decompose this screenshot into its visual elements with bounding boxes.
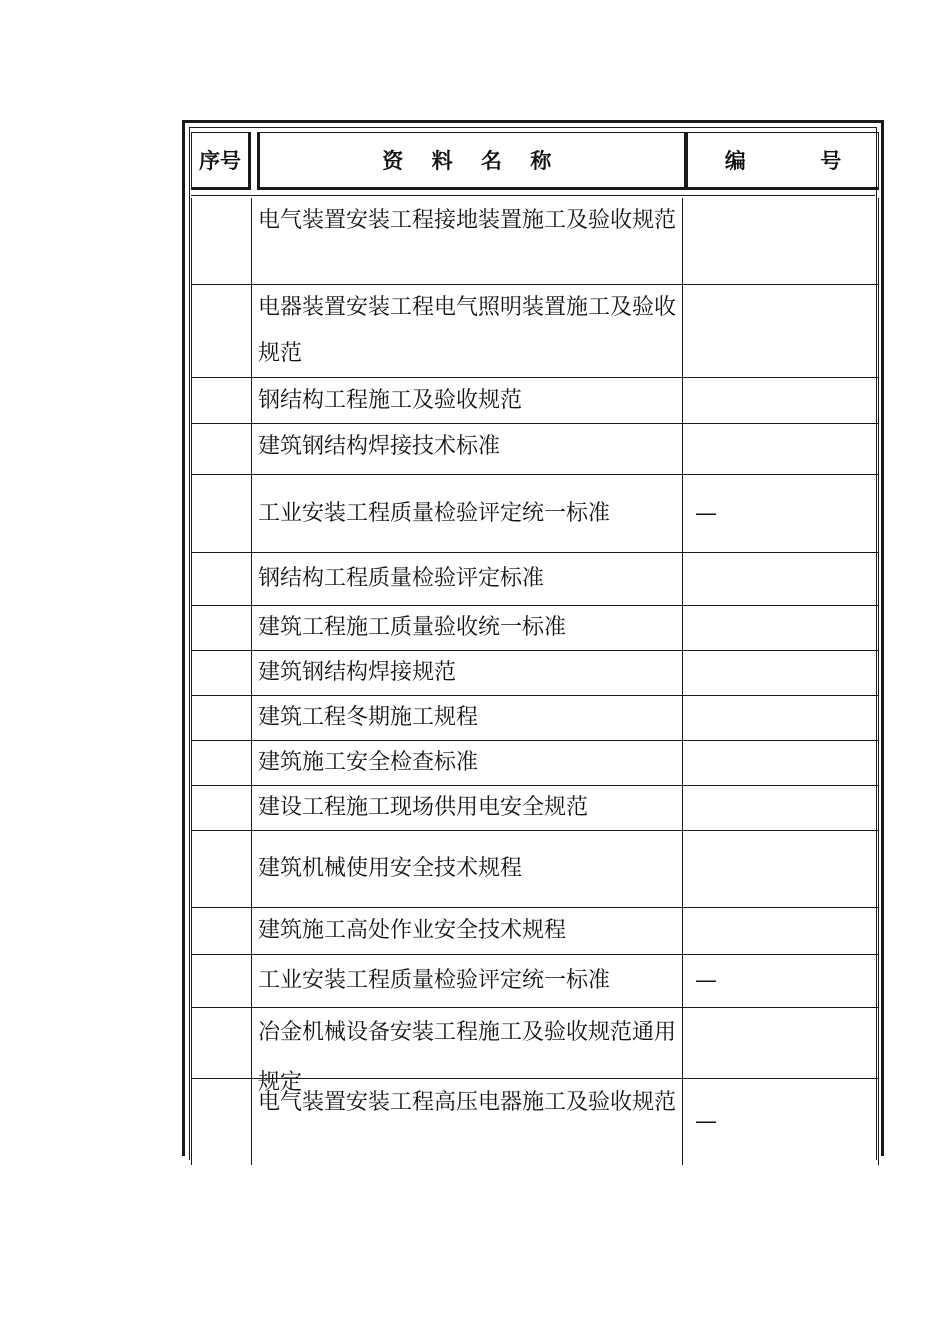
row-seq <box>191 606 251 650</box>
row-code <box>682 606 879 650</box>
row-name: 建筑工程施工质量验收统一标准 <box>251 606 682 650</box>
table-row <box>191 1079 879 1165</box>
row-name: 电气装置安装工程高压电器施工及验收规范 <box>251 1079 682 1165</box>
row-code: — <box>682 475 879 552</box>
table-row <box>191 696 879 741</box>
row-seq <box>191 651 251 695</box>
row-seq <box>191 908 251 954</box>
row-code: — <box>682 1079 879 1165</box>
row-code: — <box>682 955 879 1007</box>
table-row <box>191 741 879 786</box>
row-name: 工业安装工程质量检验评定统一标准 <box>251 955 682 1007</box>
table-row <box>191 786 879 831</box>
header-code: 编 号 <box>685 132 879 190</box>
row-seq <box>191 424 251 474</box>
row-seq <box>191 475 251 552</box>
row-name: 钢结构工程质量检验评定标准 <box>251 553 682 605</box>
table-row <box>191 378 879 424</box>
row-code <box>682 285 879 377</box>
row-seq <box>191 285 251 377</box>
row-name: 钢结构工程施工及验收规范 <box>251 378 682 423</box>
row-code <box>682 831 879 907</box>
row-code <box>682 696 879 740</box>
row-name: 电器装置安装工程电气照明装置施工及验收规范 <box>251 285 682 377</box>
header-separator <box>191 195 875 196</box>
row-code <box>682 651 879 695</box>
row-seq <box>191 378 251 423</box>
row-code <box>682 198 879 284</box>
row-name: 冶金机械设备安装工程施工及验收规范通用规定 <box>251 1008 682 1078</box>
row-seq <box>191 198 251 284</box>
table-row <box>191 285 879 378</box>
table-row <box>191 606 879 651</box>
table-row <box>191 475 879 553</box>
row-code <box>682 1008 879 1078</box>
row-name: 建筑工程冬期施工规程 <box>251 696 682 740</box>
table-row <box>191 831 879 908</box>
row-seq <box>191 741 251 785</box>
row-name: 建筑施工安全检查标准 <box>251 741 682 785</box>
row-code <box>682 908 879 954</box>
standards-table <box>182 120 884 1156</box>
row-seq <box>191 955 251 1007</box>
row-seq <box>191 1079 251 1165</box>
row-name: 建筑机械使用安全技术规程 <box>251 831 682 907</box>
table-body <box>191 198 879 1165</box>
row-name: 建筑施工高处作业安全技术规程 <box>251 908 682 954</box>
row-seq <box>191 831 251 907</box>
table-row <box>191 908 879 955</box>
row-name: 建设工程施工现场供用电安全规范 <box>251 786 682 830</box>
row-code <box>682 741 879 785</box>
row-seq <box>191 553 251 605</box>
table-row <box>191 553 879 606</box>
row-code <box>682 424 879 474</box>
row-name: 工业安装工程质量检验评定统一标准 <box>251 475 682 552</box>
table-row <box>191 424 879 475</box>
row-seq <box>191 696 251 740</box>
row-code <box>682 378 879 423</box>
row-seq <box>191 786 251 830</box>
row-code <box>682 553 879 605</box>
header-seq: 序号 <box>191 132 251 190</box>
row-name: 电气装置安装工程接地装置施工及验收规范 <box>251 198 682 284</box>
table-row <box>191 198 879 285</box>
table-row <box>191 651 879 696</box>
row-code <box>682 786 879 830</box>
table-row <box>191 955 879 1008</box>
row-name: 建筑钢结构焊接规范 <box>251 651 682 695</box>
row-name: 建筑钢结构焊接技术标准 <box>251 424 682 474</box>
header-name: 资 料 名 称 <box>257 132 685 190</box>
row-seq <box>191 1008 251 1078</box>
table-row <box>191 1008 879 1095</box>
